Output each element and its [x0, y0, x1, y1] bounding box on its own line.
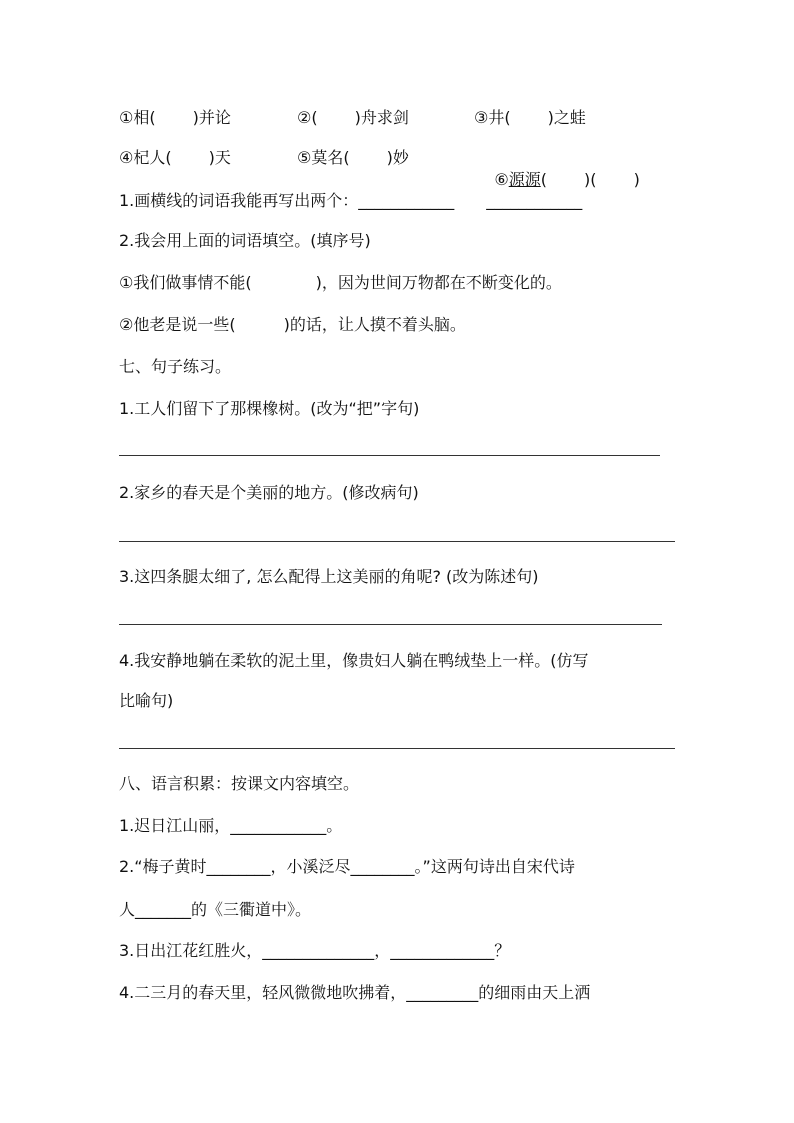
answer-line-4 [119, 748, 675, 749]
idiom-5: ⑤莫名( )妙 [297, 148, 409, 167]
answer-line-3 [119, 624, 662, 625]
poem-3: 3.日出江花红胜火，______________，_____________？ [119, 941, 511, 960]
answer-line-1 [119, 455, 660, 456]
idiom-3: ③井( )之蛙 [474, 108, 586, 127]
idiom-6-number: ⑥ [494, 170, 509, 189]
section-7-heading: 七、句子练习。 [119, 357, 232, 376]
question-2-item-a: ①我们做事情不能( )，因为世间万物都在不断变化的。 [119, 273, 562, 292]
idiom-4: ④杞人( )天 [119, 148, 231, 167]
question-2-item-b: ②他老是说一些( )的话，让人摸不着头脑。 [119, 315, 466, 334]
section-8-heading: 八、语言积累：按课文内容填空。 [119, 774, 360, 793]
answer-line-2 [119, 541, 675, 542]
idiom-6-underlined-word: 源源 [508, 170, 541, 189]
sentence-4-line-1: 4.我安静地躺在柔软的泥土里，像贵妇人躺在鸭绒垫上一样。(仿写 [119, 651, 589, 670]
poem-1: 1.迟日江山丽，____________。 [119, 816, 343, 835]
question-1: 1.画横线的词语我能再写出两个：____________ ____________ [119, 191, 583, 210]
poem-2-line-2: 人_______的《三衢道中》。 [119, 900, 312, 919]
question-2: 2.我会用上面的词语填空。(填序号) [119, 231, 371, 250]
poem-4: 4.二三月的春天里，轻风微微地吹拂着，_________的细雨由天上洒 [119, 983, 591, 1002]
idiom-2: ②( )舟求剑 [297, 108, 409, 127]
sentence-3: 3.这四条腿太细了, 怎么配得上这美丽的角呢? (改为陈述句) [119, 567, 539, 586]
sentence-1: 1.工人们留下了那棵橡树。(改为“把”字句) [119, 399, 420, 418]
sentence-2: 2.家乡的春天是个美丽的地方。(修改病句) [119, 483, 419, 502]
idiom-1: ①相( )并论 [119, 108, 231, 127]
sentence-4-line-2: 比喻句) [119, 691, 174, 710]
poem-2-line-1: 2.“梅子黄时________，小溪泛尽________。”这两句诗出自宋代诗 [119, 857, 575, 876]
idiom-6-blanks: ( )( ) [540, 170, 640, 189]
